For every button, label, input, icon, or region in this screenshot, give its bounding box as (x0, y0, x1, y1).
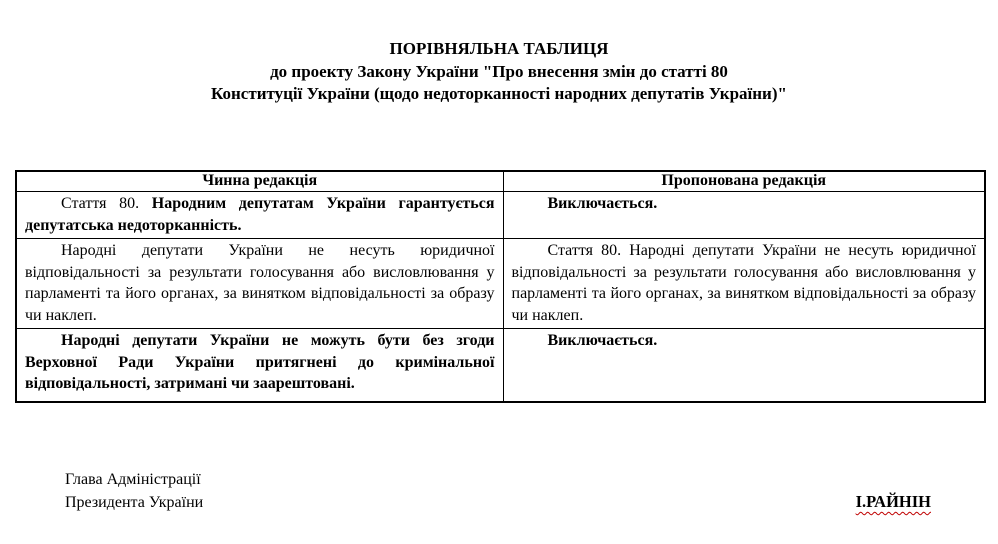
doc-title: ПОРІВНЯЛЬНА ТАБЛИЦЯ (389, 39, 609, 58)
cell-text: Стаття 80. Народні депутати України не несуть юридичної відповідальності за результати голосування або висловлювання у парламенті та його органах, за винятком відповідальності за образу чи наклеп. (511, 242, 976, 324)
cell-text: Народні депутати України не можуть бути без згоди Верховної Ради України притягнені до кримінальної відповідальності, затримані чи заарештовані. (25, 332, 495, 392)
table-row (16, 192, 985, 239)
doc-subtitle-line1: до проекту Закону України "Про внесення змін до статті 80 (270, 61, 728, 81)
article-bold-text: Народним депутатам України гарантується депутатська недоторканність. (25, 195, 495, 234)
table-header-row (16, 171, 985, 192)
comparison-table (15, 170, 986, 403)
article-number-text: Стаття 80. (61, 195, 152, 212)
signature-role (65, 468, 203, 514)
cell-proposed-excluded-2 (503, 329, 985, 402)
column-header-current: Чинна редакція (16, 171, 503, 192)
table-row (16, 239, 985, 329)
excluded-label: Виключається. (547, 332, 658, 349)
cell-proposed-liability (503, 239, 985, 329)
cell-text (25, 193, 495, 236)
signature-role-line2: Президента України (65, 494, 204, 511)
signature-name: І.РАЙНІН (855, 492, 931, 511)
doc-subtitle-line2: Конституції України (щодо недоторканності народних депутатів України)" (211, 84, 787, 103)
column-header-proposed: Пропонована редакція (503, 171, 985, 192)
cell-proposed-excluded-1 (503, 192, 985, 239)
cell-text: Народні депутати України не несуть юридичної відповідальності за результати голосування або висловлювання у парламенті та його органах, за винятком відповідальності за образу чи наклеп. (25, 242, 495, 324)
signature-role-line1: Глава Адміністрації (65, 471, 201, 488)
cell-current-article-80-intro (16, 192, 503, 239)
cell-current-arrest-consent (16, 329, 503, 402)
document-header (0, 38, 998, 106)
excluded-label: Виключається. (547, 195, 658, 212)
table-row (16, 329, 985, 402)
cell-current-liability (16, 239, 503, 329)
